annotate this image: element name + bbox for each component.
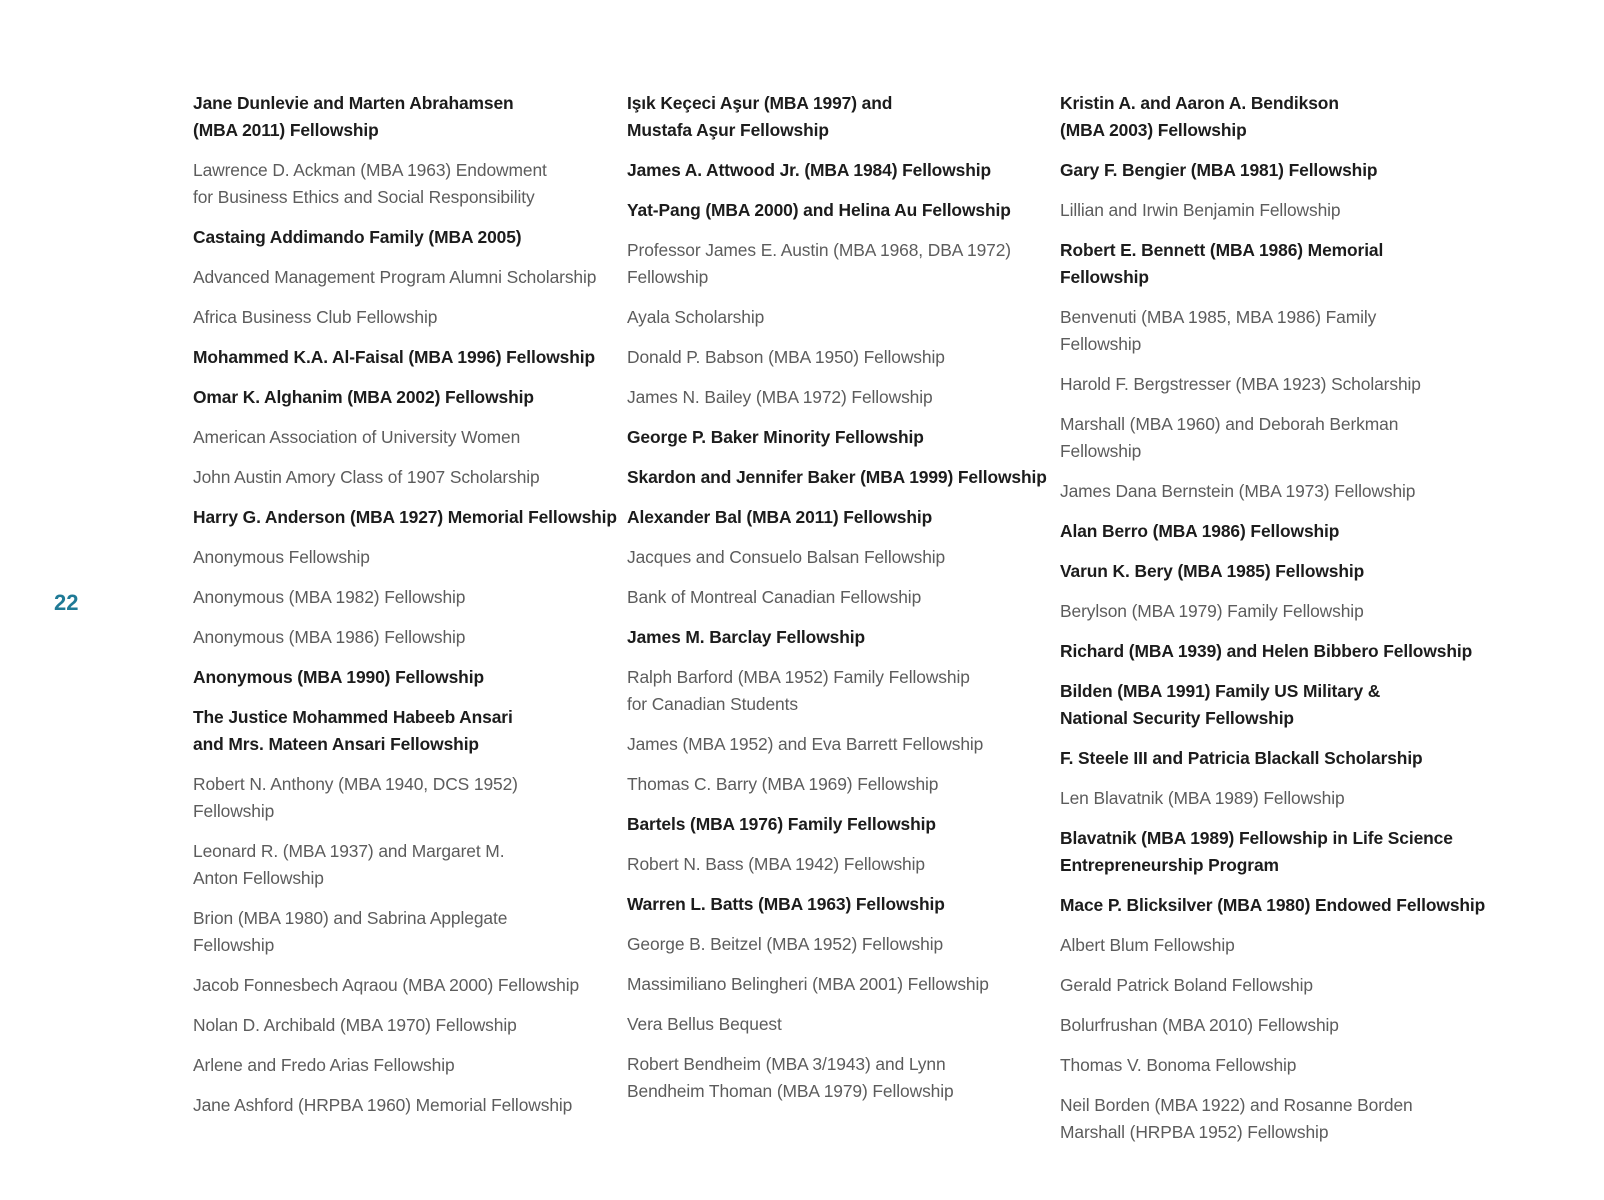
fellowship-column-3 [1060,90,1486,1159]
fellowship-entry [1060,1052,1480,1079]
fellowship-entry-line: George P. Baker Minority Fellowship [627,427,924,447]
fellowship-entry [627,544,1047,571]
fellowship-entry-line: Anonymous Fellowship [193,547,370,567]
fellowship-entry-line: Ayala Scholarship [627,307,765,327]
fellowship-entry-line: Bolurfrushan (MBA 2010) Fellowship [1060,1015,1339,1035]
fellowship-entry [1060,1092,1480,1146]
fellowship-entry-line: Thomas C. Barry (MBA 1969) Fellowship [627,774,939,794]
fellowship-entry-line: Thomas V. Bonoma Fellowship [1060,1055,1297,1075]
fellowship-entry [627,851,1047,878]
fellowship-entry-line: Robert N. Bass (MBA 1942) Fellowship [627,854,925,874]
fellowship-entry-line: Jacob Fonnesbech Aqraou (MBA 2000) Fellowship [193,975,580,995]
fellowship-entry [627,1051,1047,1105]
fellowship-entry [627,624,1047,651]
fellowship-entry [1060,638,1480,665]
fellowship-column-2 [627,90,1047,1118]
fellowship-entry [627,90,1047,144]
fellowship-entry-line: Gary F. Bengier (MBA 1981) Fellowship [1060,160,1378,180]
fellowship-entry-line: Len Blavatnik (MBA 1989) Fellowship [1060,788,1345,808]
fellowship-entry [1060,237,1480,291]
fellowship-entry [627,971,1047,998]
fellowship-entry [627,304,1047,331]
fellowship-entry-line: Jane Dunlevie and Marten Abrahamsen [193,93,514,113]
fellowship-entry-line: Gerald Patrick Boland Fellowship [1060,975,1313,995]
fellowship-entry [1060,90,1480,144]
fellowship-entry-line: John Austin Amory Class of 1907 Scholarship [193,467,540,487]
fellowship-entry-line: Harry G. Anderson (MBA 1927) Memorial Fellowship [193,507,617,527]
fellowship-entry-line: James Dana Bernstein (MBA 1973) Fellowship [1060,481,1416,501]
fellowship-entry [193,304,613,331]
fellowship-entry [193,384,613,411]
fellowship-entry-line: Robert E. Bennett (MBA 1986) Memorial [1060,240,1384,260]
fellowship-entry-line: Skardon and Jennifer Baker (MBA 1999) Fellowship [627,467,1047,487]
fellowship-entry-line: (MBA 2011) Fellowship [193,120,379,140]
fellowship-entry [193,157,613,211]
fellowship-entry-line: Yat-Pang (MBA 2000) and Helina Au Fellowship [627,200,1011,220]
fellowship-entry [627,1011,1047,1038]
fellowship-entry-line: Donald P. Babson (MBA 1950) Fellowship [627,347,945,367]
fellowship-entry-line: Kristin A. and Aaron A. Bendikson [1060,93,1339,113]
fellowship-entry-line: Robert N. Anthony (MBA 1940, DCS 1952) [193,774,518,794]
fellowship-entry [193,464,613,491]
fellowship-entry-line: Jane Ashford (HRPBA 1960) Memorial Fellowship [193,1095,573,1115]
fellowship-entry [193,905,613,959]
fellowship-entry [193,1092,613,1119]
fellowship-entry-line: Massimiliano Belingheri (MBA 2001) Fellowship [627,974,989,994]
fellowship-entry-line: Robert Bendheim (MBA 3/1943) and Lynn [627,1054,946,1074]
fellowship-entry [1060,678,1480,732]
fellowship-entry-line: for Canadian Students [627,694,798,714]
fellowship-entry-line: Benvenuti (MBA 1985, MBA 1986) Family [1060,307,1377,327]
fellowship-entry [627,344,1047,371]
fellowship-entry-line: Leonard R. (MBA 1937) and Margaret M. [193,841,505,861]
fellowship-entry-line: Fellowship [627,267,709,287]
fellowship-entry-line: Fellowship [1060,441,1142,461]
fellowship-entry-line: Advanced Management Program Alumni Scholarship [193,267,597,287]
fellowship-entry [193,1012,613,1039]
fellowship-entry-line: James (MBA 1952) and Eva Barrett Fellowship [627,734,984,754]
fellowship-entry [627,731,1047,758]
fellowship-entry-line: Lawrence D. Ackman (MBA 1963) Endowment [193,160,547,180]
fellowship-entry-line: Castaing Addimando Family (MBA 2005) [193,227,522,247]
page-number: 22 [54,590,79,615]
fellowship-entry [1060,371,1480,398]
fellowship-entry [1060,598,1480,625]
fellowship-entry-line: James M. Barclay Fellowship [627,627,865,647]
fellowship-entry-line: Africa Business Club Fellowship [193,307,438,327]
fellowship-entry [627,584,1047,611]
fellowship-entry-line: James A. Attwood Jr. (MBA 1984) Fellowship [627,160,991,180]
fellowship-entry [1060,825,1480,879]
fellowship-entry [627,384,1047,411]
fellowship-entry [193,424,613,451]
fellowship-entry-line: Berylson (MBA 1979) Family Fellowship [1060,601,1364,621]
fellowship-entry [1060,304,1480,358]
fellowship-entry [627,424,1047,451]
fellowship-entry [193,838,613,892]
fellowship-entry-line: Bank of Montreal Canadian Fellowship [627,587,922,607]
fellowship-entry [1060,785,1480,812]
fellowship-entry-line: Bendheim Thoman (MBA 1979) Fellowship [627,1081,954,1101]
fellowship-entry-line: Blavatnik (MBA 1989) Fellowship in Life Science [1060,828,1453,848]
fellowship-entry-line: Fellowship [1060,267,1149,287]
fellowship-entry [193,264,613,291]
fellowship-entry [627,504,1047,531]
fellowship-entry-line: Mustafa Aşur Fellowship [627,120,829,140]
fellowship-entry-line: Entrepreneurship Program [1060,855,1279,875]
fellowship-entry-line: Richard (MBA 1939) and Helen Bibbero Fellowship [1060,641,1473,661]
fellowship-entry [193,544,613,571]
fellowship-entry-line: (MBA 2003) Fellowship [1060,120,1247,140]
fellowship-entry [1060,1012,1480,1039]
fellowship-entry-line: George B. Beitzel (MBA 1952) Fellowship [627,934,944,954]
fellowship-entry [627,771,1047,798]
fellowship-entry-line: Vera Bellus Bequest [627,1014,782,1034]
fellowship-entry-line: Neil Borden (MBA 1922) and Rosanne Borden [1060,1095,1413,1115]
fellowship-entry [193,224,613,251]
fellowship-entry-line: Alan Berro (MBA 1986) Fellowship [1060,521,1340,541]
fellowship-entry-line: Albert Blum Fellowship [1060,935,1235,955]
fellowship-entry [627,237,1047,291]
fellowship-entry-line: Professor James E. Austin (MBA 1968, DBA 1972) [627,240,1011,260]
fellowship-entry-line: Alexander Bal (MBA 2011) Fellowship [627,507,933,527]
fellowship-entry-line: Fellowship [193,935,275,955]
fellowship-entry-line: Varun K. Bery (MBA 1985) Fellowship [1060,561,1365,581]
fellowship-entry [627,197,1047,224]
fellowship-entry [627,811,1047,838]
fellowship-entry [1060,932,1480,959]
fellowship-entry [1060,157,1480,184]
fellowship-entry-line: Işık Keçeci Aşur (MBA 1997) and [627,93,893,113]
fellowship-entry-line: Omar K. Alghanim (MBA 2002) Fellowship [193,387,534,407]
fellowship-entry [627,664,1047,718]
fellowship-entry-line: Bilden (MBA 1991) Family US Military & [1060,681,1381,701]
fellowship-entry [1060,745,1480,772]
fellowship-entry-line: National Security Fellowship [1060,708,1294,728]
fellowship-entry-line: Anonymous (MBA 1986) Fellowship [193,627,466,647]
fellowship-entry [193,90,613,144]
fellowship-column-1 [193,90,617,1132]
fellowship-entry-line: Brion (MBA 1980) and Sabrina Applegate [193,908,508,928]
fellowship-entry-line: Harold F. Bergstresser (MBA 1923) Scholarship [1060,374,1421,394]
fellowship-entry-line: Fellowship [1060,334,1142,354]
fellowship-entry [193,771,613,825]
fellowship-entry [193,624,613,651]
fellowship-entry [193,584,613,611]
fellowship-entry-line: Anonymous (MBA 1990) Fellowship [193,667,484,687]
fellowship-entry-line: Fellowship [193,801,275,821]
fellowship-entry [627,891,1047,918]
fellowship-entry [1060,197,1480,224]
fellowship-entry-line: Mace P. Blicksilver (MBA 1980) Endowed Fellowship [1060,895,1486,915]
fellowship-entry [1060,411,1480,465]
fellowship-entry-line: American Association of University Women [193,427,521,447]
fellowship-entry [193,1052,613,1079]
fellowship-entry-line: Nolan D. Archibald (MBA 1970) Fellowship [193,1015,517,1035]
fellowship-entry [627,931,1047,958]
fellowship-entry-line: Anonymous (MBA 1982) Fellowship [193,587,466,607]
fellowship-entry [1060,972,1480,999]
fellowship-entry [1060,478,1480,505]
fellowship-entry [193,972,613,999]
fellowship-entry [193,664,613,691]
fellowship-entry-line: Marshall (HRPBA 1952) Fellowship [1060,1122,1329,1142]
fellowship-entry [1060,892,1486,919]
fellowship-entry-line: and Mrs. Mateen Ansari Fellowship [193,734,479,754]
fellowship-entry [193,704,613,758]
fellowship-entry [627,464,1047,491]
fellowship-entry [193,344,613,371]
fellowship-entry [1060,518,1480,545]
fellowship-entry-line: The Justice Mohammed Habeeb Ansari [193,707,513,727]
fellowship-entry [193,504,617,531]
fellowship-entry-line: F. Steele III and Patricia Blackall Scholarship [1060,748,1423,768]
fellowship-entry-line: Anton Fellowship [193,868,324,888]
fellowship-entry-line: Bartels (MBA 1976) Family Fellowship [627,814,936,834]
fellowship-entry-line: Jacques and Consuelo Balsan Fellowship [627,547,946,567]
fellowship-entry-line: Marshall (MBA 1960) and Deborah Berkman [1060,414,1399,434]
fellowship-entry-line: Warren L. Batts (MBA 1963) Fellowship [627,894,945,914]
fellowship-entry-line: for Business Ethics and Social Responsibility [193,187,535,207]
fellowship-entry-line: Ralph Barford (MBA 1952) Family Fellowship [627,667,970,687]
fellowship-entry-line: Lillian and Irwin Benjamin Fellowship [1060,200,1341,220]
fellowship-entry [627,157,1047,184]
fellowship-entry-line: Mohammed K.A. Al-Faisal (MBA 1996) Fellowship [193,347,595,367]
fellowship-entry-line: Arlene and Fredo Arias Fellowship [193,1055,455,1075]
fellowship-entry-line: James N. Bailey (MBA 1972) Fellowship [627,387,933,407]
fellowship-entry [1060,558,1480,585]
